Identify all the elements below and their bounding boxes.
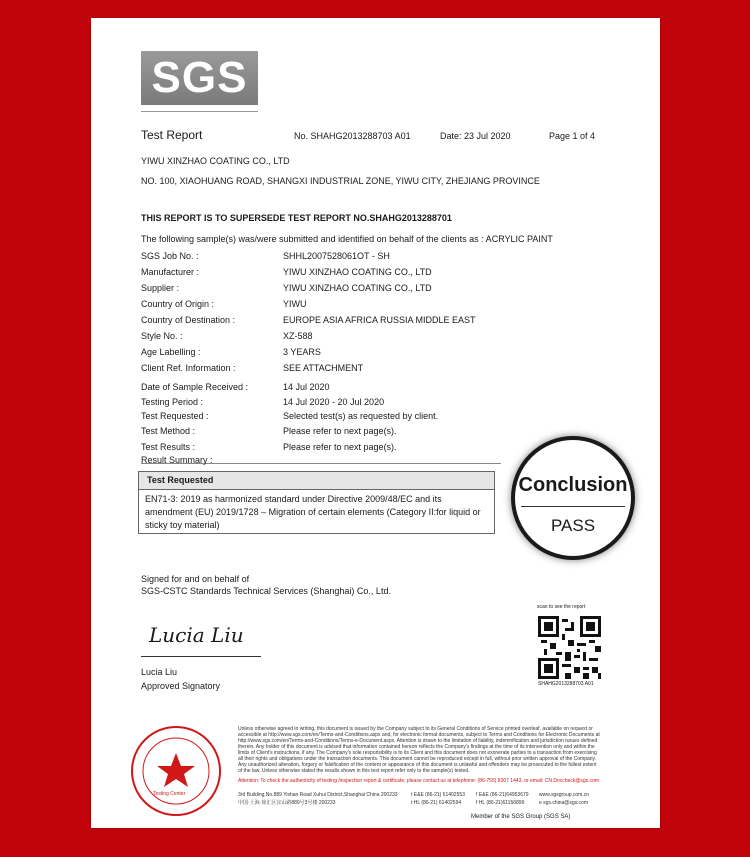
signatory-role: Approved Signatory — [141, 681, 221, 691]
field-label: Age Labelling : — [141, 347, 201, 357]
page-number: Page 1 of 4 — [549, 131, 596, 141]
result-table-header: Test Requested — [139, 472, 494, 490]
field-label: Supplier : — [141, 283, 180, 293]
field-label: Manufacturer : — [141, 267, 200, 277]
field-value: XZ-588 — [283, 331, 313, 341]
member-note: Member of the SGS Group (SGS SA) — [471, 814, 571, 820]
field-value: Please refer to next page(s). — [283, 442, 397, 452]
report-page — [91, 18, 660, 828]
telephone-2: t HL (86-21) 61402594 — [411, 800, 462, 806]
authenticity-notice: Attention: To check the authenticity of testing /inspection report & certificate, please contact us at telephone: (86-755) 8307 1443, or email: CN.Doccheck@sgs.com — [238, 778, 600, 784]
result-summary-label: Result Summary : — [141, 455, 213, 465]
report-number: No. SHAHG2013288703 A01 — [294, 131, 411, 141]
field-value: SEE ATTACHMENT — [283, 363, 364, 373]
logo-underline — [141, 111, 258, 112]
field-value: Please refer to next page(s). — [283, 426, 397, 436]
conclusion-title: Conclusion — [518, 474, 628, 496]
star-icon — [133, 728, 219, 814]
field-label: Test Results : — [141, 442, 196, 452]
field-value: 14 Jul 2020 - 20 Jul 2020 — [283, 397, 385, 407]
field-label: Test Requested : — [141, 411, 209, 421]
field-value: 14 Jul 2020 — [283, 382, 330, 392]
field-label: Country of Origin : — [141, 299, 215, 309]
signed-line1: Signed for and on behalf of — [141, 574, 250, 584]
result-table — [138, 471, 495, 534]
qr-caption-top: scan to see the report — [537, 604, 586, 610]
report-date: Date: 23 Jul 2020 — [440, 131, 511, 141]
signature: Lucia Liu — [149, 623, 244, 647]
company-seal — [131, 726, 221, 816]
field-label: Test Method : — [141, 426, 196, 436]
result-table-text: EN71-3: 2019 as harmonized standard under Directive 2009/48/EC and its amendment (EU) 2019/1728 – Migration of certain elements (Category II:for liquid or sticky toy material) — [145, 494, 481, 530]
field-label: Testing Period : — [141, 397, 204, 407]
qr-code[interactable] — [538, 616, 601, 679]
sgs-logo: SGS — [141, 51, 258, 105]
fax-2: f HL (86-21)61156899 — [476, 800, 525, 806]
website-link[interactable]: www.sgsgroup.com.cn — [539, 792, 590, 798]
email-link[interactable]: e sgs.china@sgs.com — [539, 800, 588, 806]
signed-line2: SGS-CSTC Standards Technical Services (Shanghai) Co., Ltd. — [141, 586, 391, 596]
field-value: YIWU — [283, 299, 307, 309]
client-name: YIWU XINZHAO COATING CO., LTD — [141, 156, 290, 166]
fax-1: f E&E (86-21)64953679 — [476, 792, 529, 798]
report-title: Test Report — [141, 128, 203, 142]
field-value: YIWU XINZHAO COATING CO., LTD — [283, 283, 432, 293]
field-label: Style No. : — [141, 331, 183, 341]
field-label: Client Ref. Information : — [141, 363, 236, 373]
conclusion-value: PASS — [550, 516, 596, 535]
telephone-1: t E&E (86-21) 61402553 — [411, 792, 465, 798]
field-label: Date of Sample Received : — [141, 382, 249, 392]
field-value: EUROPE ASIA AFRICA RUSSIA MIDDLE EAST — [283, 315, 476, 325]
seal-text: Testing Center — [153, 791, 186, 797]
signatory-name: Lucia Liu — [141, 667, 178, 677]
conclusion-divider — [521, 506, 625, 507]
field-label: SGS Job No. : — [141, 251, 199, 261]
field-value: YIWU XINZHAO COATING CO., LTD — [283, 267, 432, 277]
supersede-notice: THIS REPORT IS TO SUPERSEDE TEST REPORT NO.SHAHG2013288701 — [141, 213, 452, 223]
field-value: Selected test(s) as requested by client. — [283, 411, 439, 421]
field-value: SHHL2007528061OT - SH — [283, 251, 390, 261]
signature-line — [141, 656, 261, 657]
field-label: Country of Destination : — [141, 315, 236, 325]
address-en: 3rd Building,No.889 Yishan Road Xuhui District,Shanghai China 200233 — [238, 792, 398, 798]
address-cn: 中国·上海·徐汇区宜山路889号3号楼 200233 — [238, 800, 336, 806]
conclusion-badge — [511, 436, 635, 560]
terms-fine-print: Unless otherwise agreed in writing, this document is issued by the Company subject to its General Conditions of Service printed overleaf, available on request or accessible at http://www.sgs.com/en/Terms-and-Conditions.aspx and, for electronic format documents, subject to Terms and Conditions for Electronic Documents at http://www.sgs.com/en/Terms-and-Conditions/Terms-e-Document.aspx. Attention is drawn to the limitation of liability, indemnification and jurisdiction issues defined therein. Any holder of this document is advised that information contained hereon reflects the Company's findings at the time of its intervention only and within the limits of Client's instructions, if any. The Company's sole responsibility is to its Client and this document does not exonerate parties to a transaction from exercising all their rights and obligations under the transaction documents. This document cannot be reproduced except in full, without prior written approval of the Company. Any unauthorized alteration, forgery or falsification of the content or appearance of this document is unlawful and offenders may be prosecuted to the fullest extent of the law. Unless otherwise stated the results shown in this test report refer only to the sample(s) tested. — [238, 726, 600, 774]
sample-intro: The following sample(s) was/were submitted and identified on behalf of the clients as : ACRYLIC PAINT — [141, 234, 553, 244]
field-value: 3 YEARS — [283, 347, 321, 357]
client-address: NO. 100, XIAOHUANG ROAD, SHANGXI INDUSTRIAL ZONE, YIWU CITY, ZHEJIANG PROVINCE — [141, 176, 540, 186]
qr-caption-bottom: SHAHG2013288703 A01 — [538, 681, 594, 687]
